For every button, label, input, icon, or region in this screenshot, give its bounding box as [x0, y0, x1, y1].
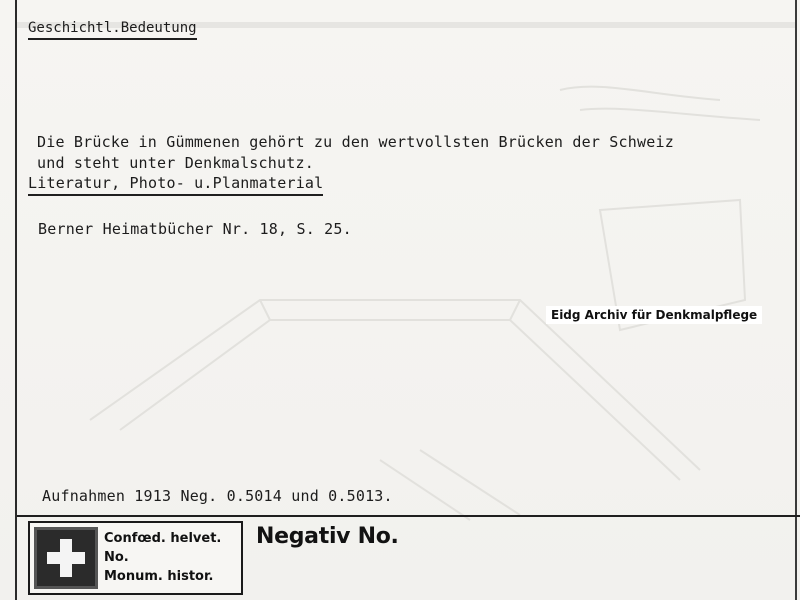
- footer-divider: [15, 515, 800, 517]
- literatur-entry: Berner Heimatbücher Nr. 18, S. 25.: [38, 220, 352, 238]
- negativ-label: Negativ No.: [256, 524, 399, 549]
- logo-line-no: No.: [104, 550, 129, 565]
- bedeutung-text-line-2: und steht unter Denkmalschutz.: [37, 154, 314, 172]
- swiss-cross-icon: [34, 527, 98, 589]
- logo-text: [104, 529, 221, 586]
- confoederatio-logo-box: [28, 521, 243, 595]
- right-border-line: [795, 0, 797, 600]
- logo-line-monum: Monum. histor.: [104, 569, 214, 584]
- footer-left-line: [15, 515, 17, 600]
- aufnahmen-note: Aufnahmen 1913 Neg. 0.5014 und 0.5013.: [42, 487, 393, 505]
- bedeutung-text-line-1: Die Brücke in Gümmenen gehört zu den wertvollsten Brücken der Schweiz: [37, 133, 674, 151]
- left-border-line: [15, 0, 17, 515]
- heading-literatur: Literatur, Photo- u.Planmaterial: [28, 174, 323, 196]
- archive-stamp: Eidg Archiv für Denkmalpflege: [546, 306, 762, 324]
- logo-line-confoed: Confœd. helvet.: [104, 531, 222, 546]
- heading-geschichtl-bedeutung: Geschichtl.Bedeutung: [28, 20, 197, 40]
